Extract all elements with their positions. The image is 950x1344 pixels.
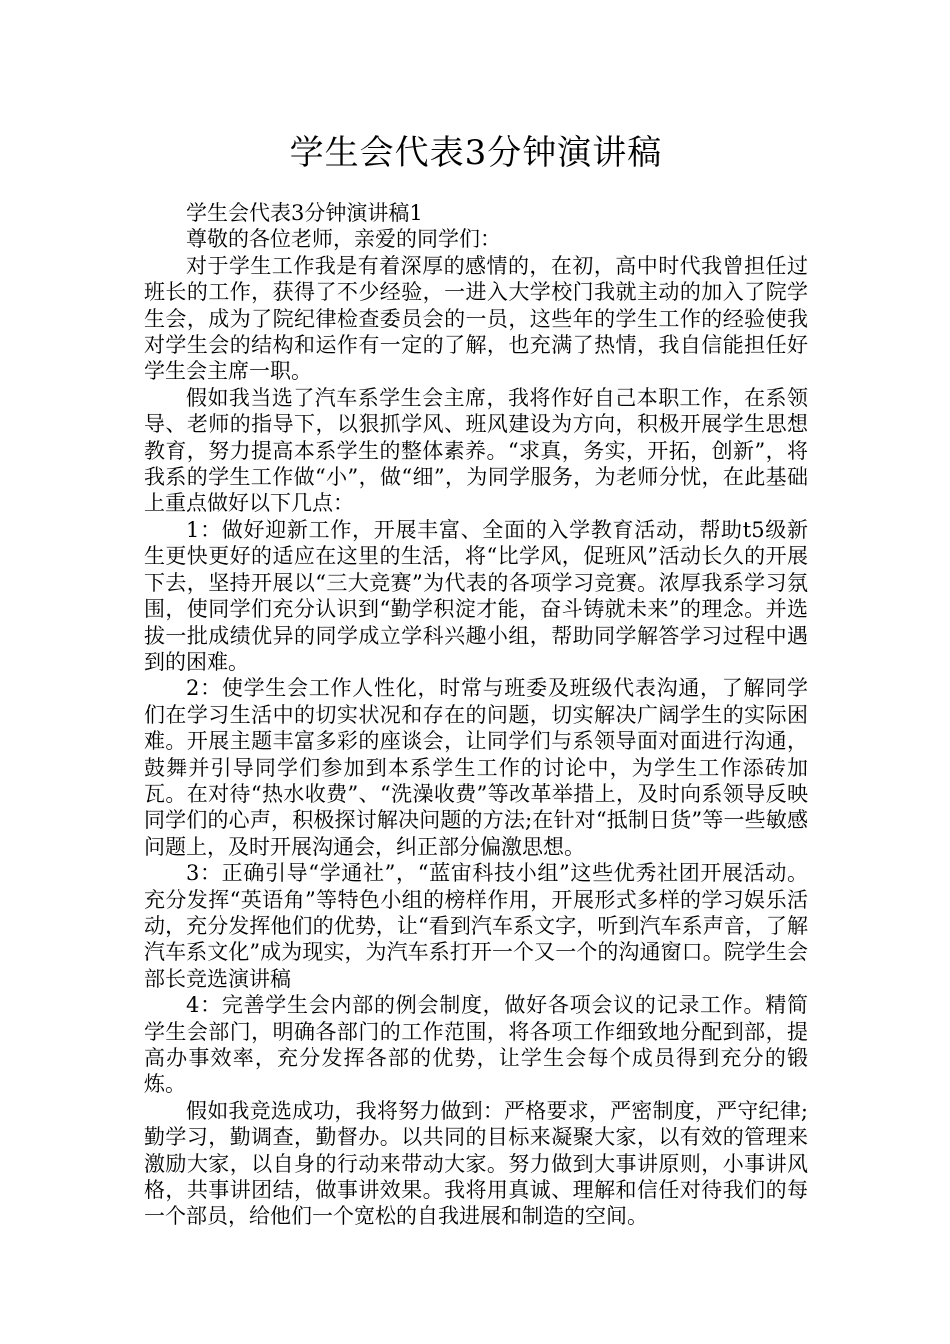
document-page — [144, 0, 808, 1230]
section-heading: 学生会代表3分钟演讲稿1 — [186, 201, 423, 225]
body-paragraph: 对于学生工作我是有着深厚的感情的，在初，高中时代我曾担任过班长的工作，获得了不少经验，一进入大学校门我就主动的加入了院学生会，成为了院纪律检查委员会的一员，这些年的学生工作的经验使我对学生会的结构和运作有一定的了解，也充满了热情，我自信能担任好学生会主席一职。 — [144, 253, 808, 384]
body-paragraph: 1：做好迎新工作，开展丰富、全面的入学教育活动，帮助t5级新生更快更好的适应在这里的生活，将“比学风，促班风”活动长久的开展下去，坚持开展以“三大竞赛”为代表的各项学习竞赛。浓厚我系学习氛围，使同学们充分认识到“勤学积淀才能，奋斗铸就未来”的理念。并选拔一批成绩优异的同学成立学科兴趣小组，帮助同学解答学习过程中遇到的困难。 — [144, 517, 808, 674]
body-paragraph: 3：正确引导“学通社”，“蓝宙科技小组”这些优秀社团开展活动。充分发挥“英语角”等特色小组的榜样作用，开展形式多样的学习娱乐活动，充分发挥他们的优势，让“看到汽车系文字，听到汽车系声音，了解汽车系文化”成为现实，为汽车系打开一个又一个的沟通窗口。院学生会部长竞选演讲稿 — [144, 861, 808, 991]
document-body — [144, 200, 808, 1230]
body-paragraph: 2：使学生会工作人性化，时常与班委及班级代表沟通，了解同学们在学习生活中的切实状况和存在的问题，切实解决广阔学生的实际困难。开展主题丰富多彩的座谈会，让同学们与系领导面对面进行沟通，鼓舞并引导同学们参加到本系学生工作的讨论中，为学生工作添砖加瓦。在对待“热水收费”、“洗澡收费”等改革举措上，及时向系领导反映同学们的心声，积极探讨解决问题的方法;在针对“抵制日货”等一些敏感问题上，及时开展沟通会，纠正部分偏激思想。 — [144, 676, 808, 859]
document-title: 学生会代表3分钟演讲稿 — [289, 133, 663, 173]
body-paragraph: 4：完善学生会内部的例会制度，做好各项会议的记录工作。精简学生会部门，明确各部门的工作范围，将各项工作细致地分配到部，提高办事效率，充分发挥各部的优势，让学生会每个成员得到充分的锻炼。 — [144, 993, 808, 1097]
body-paragraph: 假如我当选了汽车系学生会主席，我将作好自己本职工作，在系领导、老师的指导下，以狠抓学风、班风建设为方向，积极开展学生思想教育，努力提高本系学生的整体素养。“求真，务实，开拓，创新”，将我系的学生工作做“小”，做“细”，为同学服务，为老师分忧，在此基础上重点做好以下几点： — [144, 385, 808, 516]
salutation: 尊敬的各位老师，亲爱的同学们： — [186, 227, 501, 252]
body-paragraph: 假如我竞选成功，我将努力做到：严格要求，严密制度，严守纪律;勤学习，勤调查，勤督办。以共同的目标来凝聚大家，以有效的管理来激励大家，以自身的行动来带动大家。努力做到大事讲原则，小事讲风格，共事讲团结，做事讲效果。我将用真诚、理解和信任对待我们的每一个部员，给他们一个宽松的自我进展和制造的空间。 — [144, 1098, 808, 1229]
